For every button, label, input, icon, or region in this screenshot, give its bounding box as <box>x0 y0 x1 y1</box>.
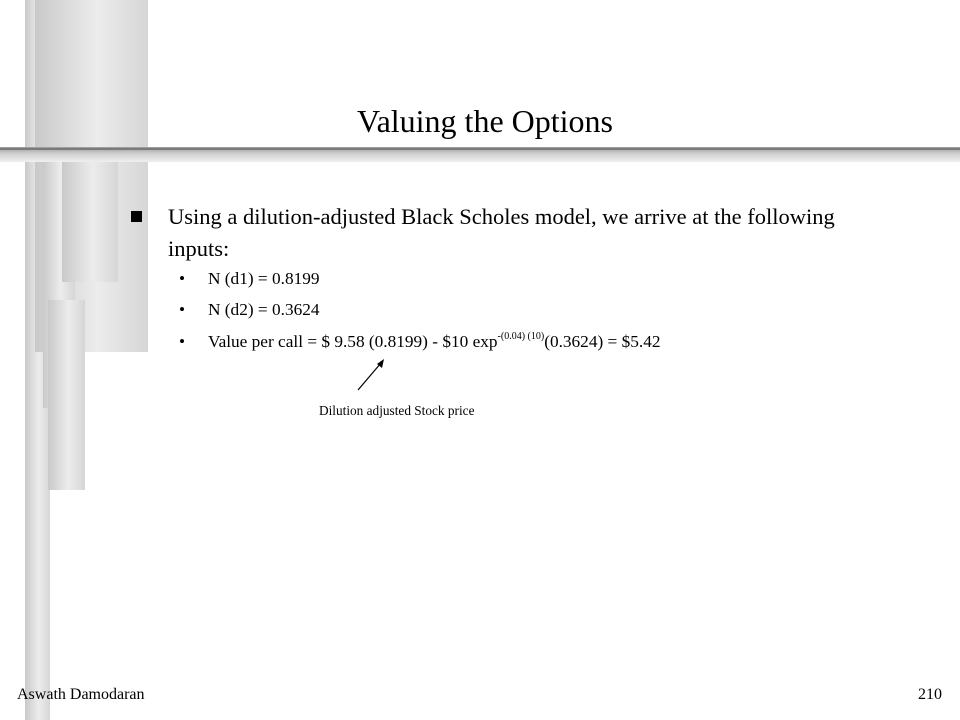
bullet-dot-icon: • <box>179 300 186 319</box>
annotation-label: Dilution adjusted Stock price <box>319 403 475 418</box>
formula-exponent: -(0.04) (10) <box>497 331 545 342</box>
decorative-bar <box>48 300 85 490</box>
sub-bullet-value-per-call <box>179 331 661 353</box>
page-number: 210 <box>918 686 942 703</box>
square-bullet-icon <box>131 211 142 222</box>
formula-text-before: Value per call = $ 9.58 (0.8199) - $10 exp <box>208 332 498 351</box>
sub-bullet-text: N (d2) = 0.3624 <box>208 300 320 319</box>
title-rule <box>0 148 960 150</box>
bullet-dot-icon: • <box>179 269 186 288</box>
sub-bullet-nd1 <box>179 268 320 290</box>
annotation-arrow-icon <box>350 355 390 395</box>
sub-bullet-nd2 <box>179 299 320 321</box>
bullet-dot-icon: • <box>179 332 186 351</box>
slide-title: Valuing the Options <box>357 103 613 139</box>
decorative-bar <box>62 160 118 282</box>
footer-author: Aswath Damodaran <box>17 686 145 703</box>
formula-text-after: (0.3624) = $5.42 <box>544 332 661 351</box>
main-bullet-text: Using a dilution-adjusted Black Scholes model, we arrive at the following inputs: <box>168 204 835 261</box>
sub-bullet-text: N (d1) = 0.8199 <box>208 269 320 288</box>
